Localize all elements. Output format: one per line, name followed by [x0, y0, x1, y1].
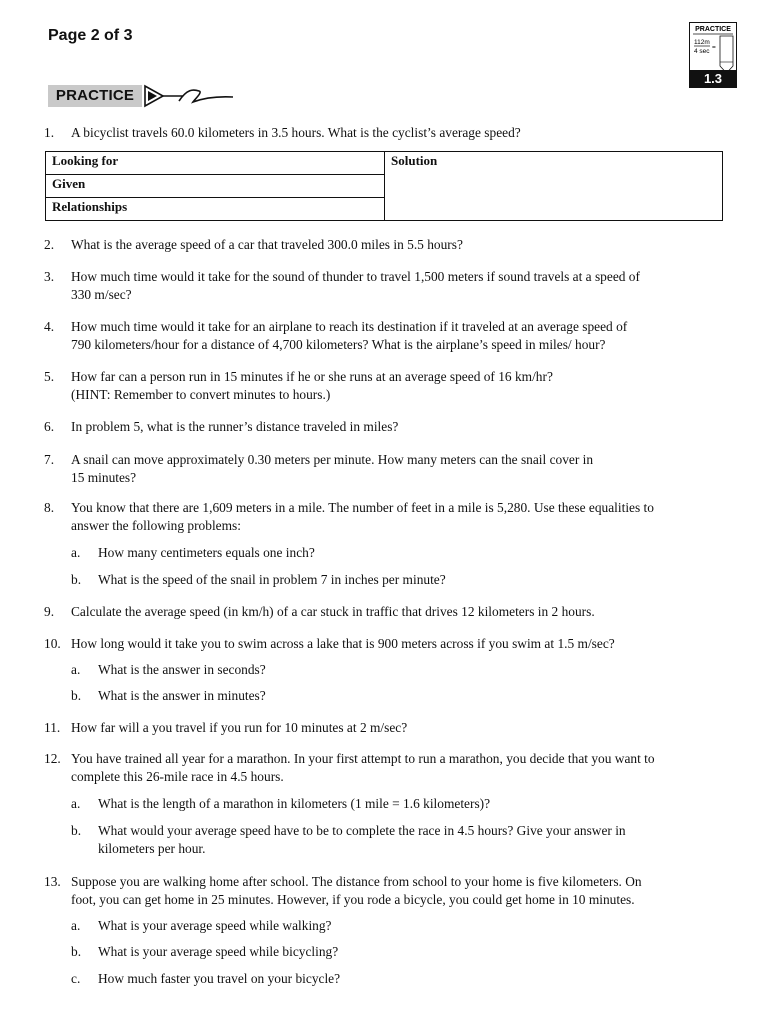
question-text: 15 minutes? — [71, 470, 137, 485]
question-number: 12. — [44, 751, 61, 766]
logo-section: 1.3 — [703, 71, 723, 86]
given-cell: Given — [46, 175, 385, 198]
question-text: You have trained all year for a marathon. In your first attempt to run a marathon, you decide that you want to — [71, 751, 655, 766]
subquestion-label: b. — [71, 572, 82, 587]
question-number: 5. — [44, 369, 55, 384]
question-text: You know that there are 1,609 meters in a mile. The number of feet in a mile is 5,280. Use these equalities to — [71, 500, 654, 515]
looking-for-cell: Looking for — [46, 152, 385, 175]
subquestion-label: b. — [71, 688, 82, 703]
question-number: 10. — [44, 636, 61, 651]
subquestion-label: a. — [71, 662, 81, 677]
subquestion-text: What is your average speed while bicycling? — [98, 944, 339, 959]
subquestion-label: c. — [71, 971, 81, 986]
practice-tag: PRACTICE — [48, 85, 142, 107]
logo-top-text: PRACTICE — [695, 26, 731, 33]
question-number: 7. — [44, 452, 55, 467]
solution-cell: Solution — [385, 152, 723, 221]
question-text: What is the average speed of a car that traveled 300.0 miles in 5.5 hours? — [71, 237, 463, 252]
question-text: How far will a you travel if you run for 10 minutes at 2 m/sec? — [71, 720, 408, 735]
question-text: A bicyclist travels 60.0 kilometers in 3.5 hours. What is the cyclist’s average speed? — [71, 125, 521, 140]
question-text: answer the following problems: — [71, 518, 241, 533]
question-text: In problem 5, what is the runner’s distance traveled in miles? — [71, 419, 399, 434]
question-text: 790 kilometers/hour for a distance of 4,700 kilometers? What is the airplane’s speed in miles/ hour? — [71, 337, 606, 352]
question-text: How long would it take you to swim across a lake that is 900 meters across if you swim at 1.5 m/sec? — [71, 636, 615, 651]
subquestion-text: What is the answer in minutes? — [98, 688, 266, 703]
practice-logo-icon — [689, 22, 737, 88]
question-text: (HINT: Remember to convert minutes to hours.) — [71, 387, 331, 402]
subquestion-text: What is the length of a marathon in kilometers (1 mile = 1.6 kilometers)? — [98, 796, 491, 811]
question-text: complete this 26-mile race in 4.5 hours. — [71, 769, 284, 784]
question-text: Calculate the average speed (in km/h) of a car stuck in traffic that drives 12 kilometers in 2 hours. — [71, 604, 595, 619]
subquestion-label: b. — [71, 944, 82, 959]
relationships-cell: Relationships — [46, 198, 385, 221]
question-number: 3. — [44, 269, 55, 284]
question-number: 8. — [44, 500, 55, 515]
question-number: 4. — [44, 319, 55, 334]
question-text: Suppose you are walking home after school. The distance from school to your home is five kilometers. On — [71, 874, 642, 889]
question-text: How far can a person run in 15 minutes if he or she runs at an average speed of 16 km/hr? — [71, 369, 553, 384]
subquestion-label: b. — [71, 823, 82, 838]
subquestion-text: What is the speed of the snail in problem 7 in inches per minute? — [98, 572, 446, 587]
question-number: 11. — [44, 720, 61, 735]
question-number: 9. — [44, 604, 55, 619]
question-text: A snail can move approximately 0.30 meters per minute. How many meters can the snail cover in — [71, 452, 594, 467]
subquestion-text: kilometers per hour. — [98, 841, 206, 856]
subquestion-text: How many centimeters equals one inch? — [98, 545, 315, 560]
subquestion-label: a. — [71, 545, 81, 560]
subquestion-label: a. — [71, 918, 81, 933]
question-text: How much time would it take for an airplane to reach its destination if it traveled at an average speed of — [71, 319, 628, 334]
logo-formula-bottom: 4 sec — [694, 48, 710, 55]
page-label: Page 2 of 3 — [48, 27, 133, 44]
question-text: 330 m/sec? — [71, 287, 132, 302]
subquestion-text: What would your average speed have to be to complete the race in 4.5 hours? Give your answer in — [98, 823, 626, 838]
question-number: 2. — [44, 237, 55, 252]
subquestion-text: What is the answer in seconds? — [98, 662, 266, 677]
question-number: 1. — [44, 125, 55, 140]
question-number: 6. — [44, 419, 55, 434]
solution-table — [45, 151, 723, 221]
subquestion-text: How much faster you travel on your bicycle? — [98, 971, 341, 986]
logo-formula-top: 112m — [694, 39, 710, 46]
subquestion-label: a. — [71, 796, 81, 811]
question-number: 13. — [44, 874, 61, 889]
question-text: How much time would it take for the sound of thunder to travel 1,500 meters if sound travels at a speed of — [71, 269, 640, 284]
subquestion-text: What is your average speed while walking? — [98, 918, 332, 933]
logo-eq: = — [712, 44, 716, 51]
question-text: foot, you can get home in 25 minutes. However, if you rode a bicycle, you could get home in 10 minutes. — [71, 892, 635, 907]
pencil-squiggle-icon — [143, 83, 238, 109]
